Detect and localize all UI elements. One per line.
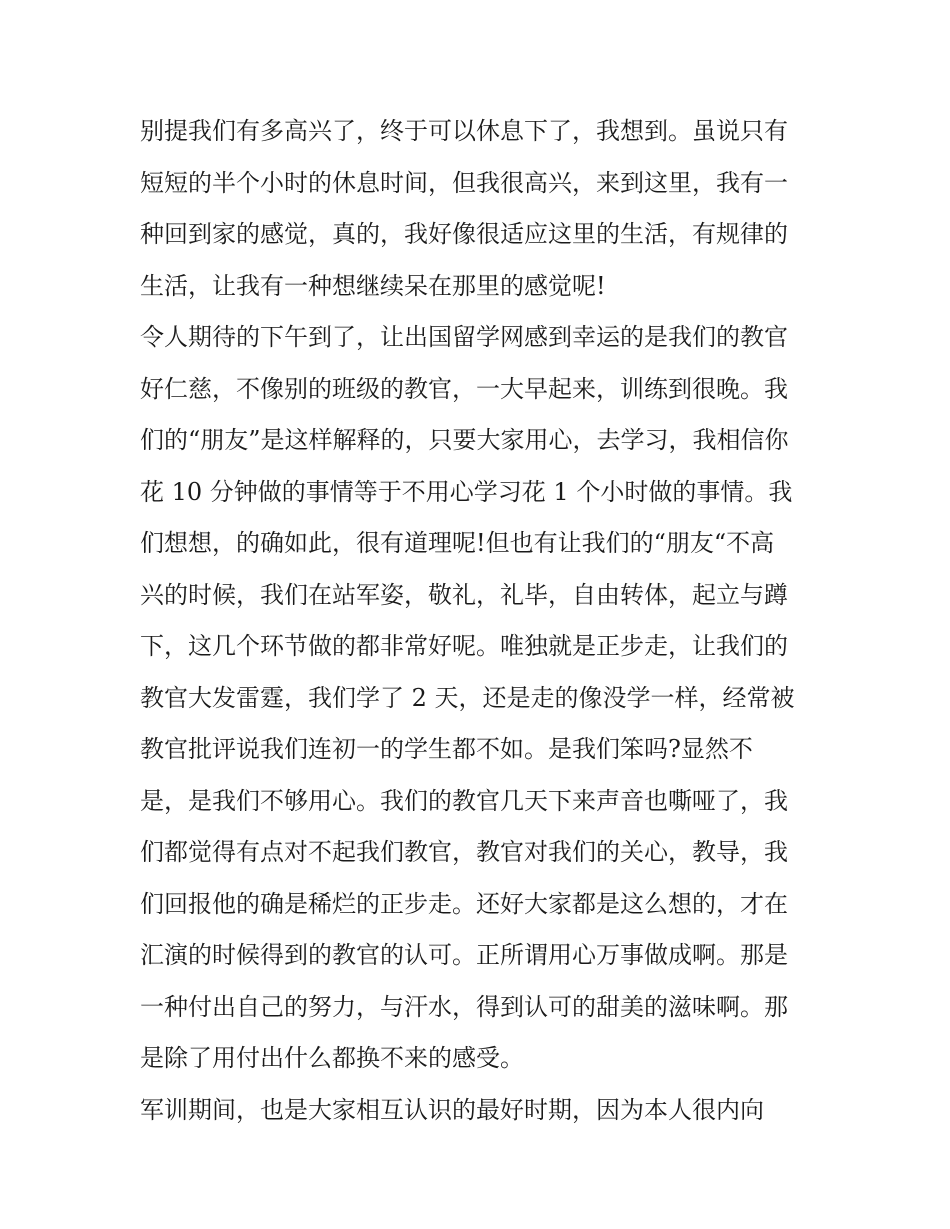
body-text [140,106,820,1136]
text-line: 令人期待的下午到了，让出国留学网感到幸运的是我们的教官 [140,323,788,351]
text-line: 一种付出自己的努力，与汗水，得到认可的甜美的滋味啊。那 [140,992,788,1021]
text-line: 教官批评说我们连初一的学生都不如。是我们笨吗?显然不 [140,735,753,763]
text-line: 短短的半个小时的休息时间，但我很高兴，来到这里，我有一 [140,168,788,197]
text-line: 们都觉得有点对不起我们教官，教官对我们的关心，教导，我 [140,838,788,866]
text-line: 们回报他的确是稀烂的正步走。还好大家都是这么想的，才在 [140,889,788,918]
text-line: 是除了用付出什么都换不来的感受。 [140,1044,524,1072]
text-line: 军训期间，也是大家相互认识的最好时期，因为本人很内向 [140,1095,764,1124]
text-line: 花 10 分钟做的事情等于不用心学习花 1 个小时做的事情。我 [140,477,793,506]
text-line: 们的“朋友”是这样解释的，只要大家用心，去学习，我相信你 [140,426,789,454]
text-line: 下，这几个环节做的都非常好呢。唯独就是正步走，让我们的 [140,632,788,660]
text-line: 兴的时候，我们在站军姿，敬礼，礼毕，自由转体，起立与蹲 [140,580,788,609]
text-line: 种回到家的感觉，真的，我好像很适应这里的生活，有规律的 [140,220,788,248]
text-line: 汇演的时候得到的教官的认可。正所谓用心万事做成啊。那是 [140,941,788,969]
text-line: 们想想，的确如此，很有道理呢!但也有让我们的“朋友“不高 [140,529,775,557]
text-line: 生活，让我有一种想继续呆在那里的感觉呢! [140,271,606,300]
text-line: 教官大发雷霆，我们学了 2 天，还是走的像没学一样，经常被 [140,683,795,712]
text-line: 别提我们有多高兴了，终于可以休息下了，我想到。虽说只有 [140,117,788,145]
text-line: 好仁慈，不像别的班级的教官，一大早起来，训练到很晚。我 [140,374,788,403]
text-line: 是，是我们不够用心。我们的教官几天下来声音也嘶哑了，我 [140,786,788,815]
